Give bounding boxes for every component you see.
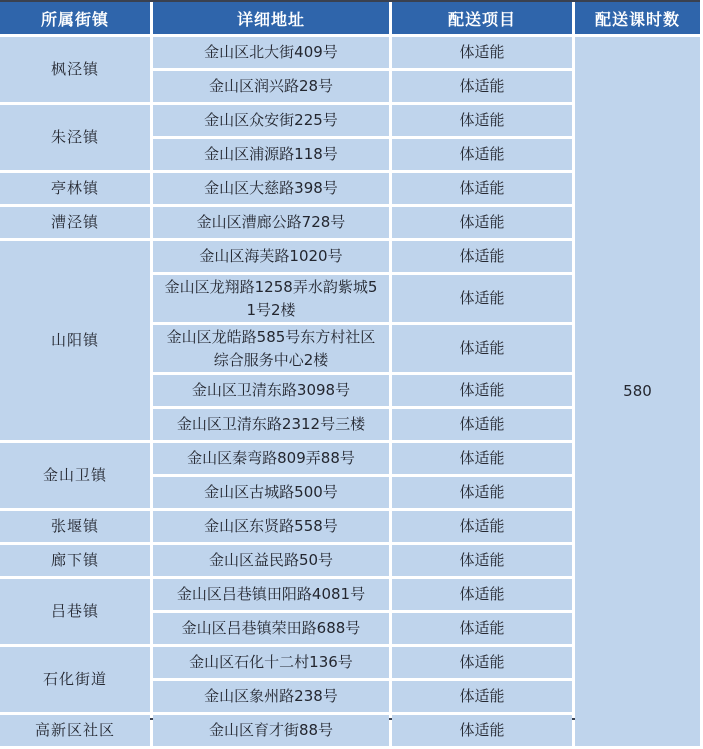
- address-cell: 金山区石化十二村136号: [153, 647, 389, 678]
- header-cell-hours: 配送课时数: [575, 2, 700, 34]
- town-cell: 枫泾镇: [0, 37, 150, 102]
- header-cell-project: 配送项目: [392, 2, 572, 34]
- project-cell: 体适能: [392, 545, 572, 576]
- town-cell: 山阳镇: [0, 241, 150, 440]
- address-cell: 金山区象州路238号: [153, 681, 389, 712]
- table-row: [0, 37, 700, 68]
- address-cell: 金山区卫清东路3098号: [153, 375, 389, 406]
- address-cell: 金山区秦弯路809弄88号: [153, 443, 389, 474]
- address-cell: 金山区东贤路558号: [153, 511, 389, 542]
- project-cell: 体适能: [392, 579, 572, 610]
- project-cell: 体适能: [392, 681, 572, 712]
- header-cell-town: 所属街镇: [0, 2, 150, 34]
- town-cell: 漕泾镇: [0, 207, 150, 238]
- project-cell: 体适能: [392, 715, 572, 746]
- project-cell: 体适能: [392, 71, 572, 102]
- project-cell: 体适能: [392, 477, 572, 508]
- address-cell: 金山区润兴路28号: [153, 71, 389, 102]
- town-cell: 亭林镇: [0, 173, 150, 204]
- project-cell: 体适能: [392, 241, 572, 272]
- town-cell: 张堰镇: [0, 511, 150, 542]
- project-cell: 体适能: [392, 105, 572, 136]
- project-cell: 体适能: [392, 275, 572, 322]
- address-cell: 金山区益民路50号: [153, 545, 389, 576]
- address-cell: 金山区龙翔路1258弄水韵紫城51号2楼: [153, 275, 389, 322]
- header-row: [0, 2, 700, 34]
- address-cell: 金山区育才街88号: [153, 715, 389, 746]
- project-cell: 体适能: [392, 37, 572, 68]
- address-cell: 金山区卫清东路2312号三楼: [153, 409, 389, 440]
- town-cell: 吕巷镇: [0, 579, 150, 644]
- address-cell: 金山区大慈路398号: [153, 173, 389, 204]
- project-cell: 体适能: [392, 511, 572, 542]
- address-cell: 金山区北大街409号: [153, 37, 389, 68]
- project-cell: 体适能: [392, 443, 572, 474]
- project-cell: 体适能: [392, 375, 572, 406]
- header-cell-address: 详细地址: [153, 2, 389, 34]
- project-cell: 体适能: [392, 613, 572, 644]
- address-cell: 金山区众安街225号: [153, 105, 389, 136]
- address-cell: 金山区海芙路1020号: [153, 241, 389, 272]
- town-cell: 石化街道: [0, 647, 150, 712]
- address-cell: 金山区龙皓路585号东方村社区综合服务中心2楼: [153, 325, 389, 372]
- address-cell: 金山区古城路500号: [153, 477, 389, 508]
- address-cell: 金山区漕廊公路728号: [153, 207, 389, 238]
- project-cell: 体适能: [392, 207, 572, 238]
- address-cell: 金山区浦源路118号: [153, 139, 389, 170]
- town-cell: 廊下镇: [0, 545, 150, 576]
- project-cell: 体适能: [392, 173, 572, 204]
- total-hours-cell: 580: [575, 37, 700, 746]
- address-cell: 金山区吕巷镇荣田路688号: [153, 613, 389, 644]
- address-cell: 金山区吕巷镇田阳路4081号: [153, 579, 389, 610]
- project-cell: 体适能: [392, 409, 572, 440]
- town-cell: 朱泾镇: [0, 105, 150, 170]
- town-cell: 高新区社区: [0, 715, 150, 746]
- project-cell: 体适能: [392, 139, 572, 170]
- project-cell: 体适能: [392, 325, 572, 372]
- town-cell: 金山卫镇: [0, 443, 150, 508]
- project-cell: 体适能: [392, 647, 572, 678]
